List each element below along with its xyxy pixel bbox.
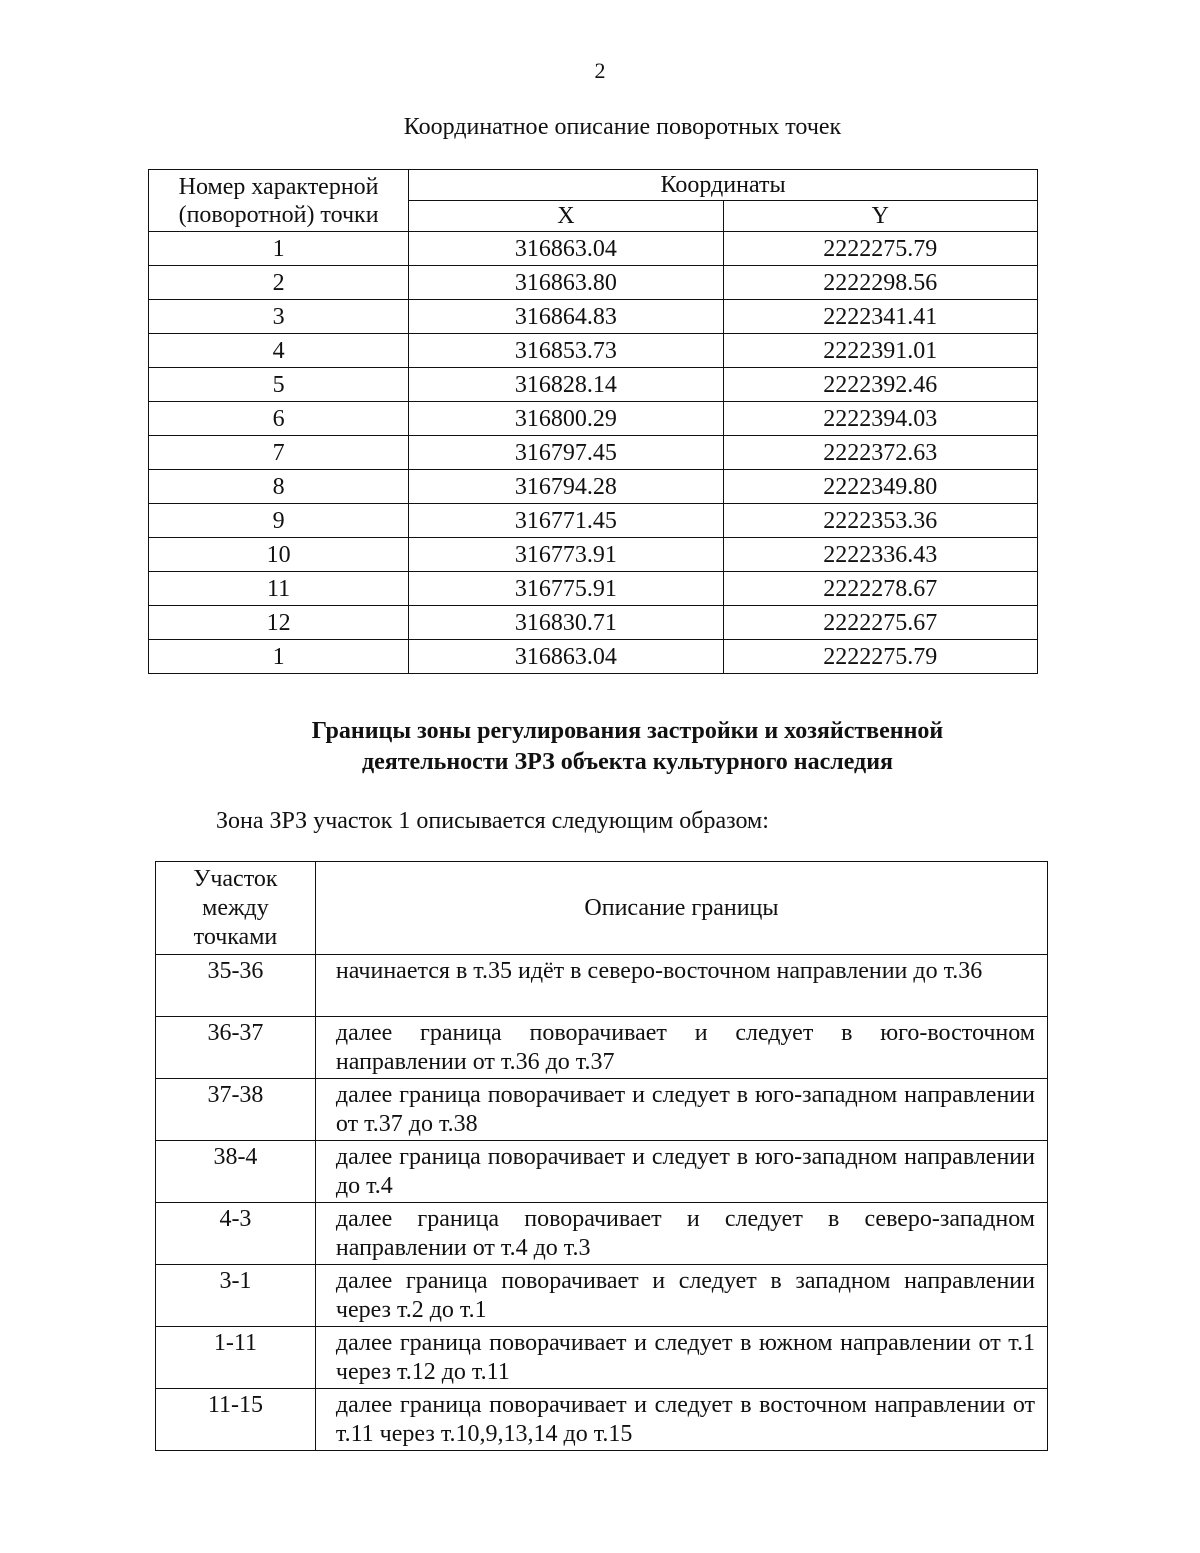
table-row	[149, 470, 1038, 504]
description-cell: далее граница поворачивает и следует в северо-западном направлении от т.4 до т.3	[315, 1203, 1047, 1265]
header-segment: Участок между точками	[156, 862, 316, 955]
point-cell: 12	[149, 606, 409, 640]
table-row	[149, 606, 1038, 640]
table-row	[149, 504, 1038, 538]
description-cell: далее граница поворачивает и следует в юго-западном направлении от т.37 до т.38	[315, 1079, 1047, 1141]
x-cell: 316771.45	[409, 504, 723, 538]
y-cell: 2222336.43	[723, 538, 1037, 572]
table-row	[149, 402, 1038, 436]
segment-cell: 37-38	[156, 1079, 316, 1141]
segment-cell: 1-11	[156, 1327, 316, 1389]
table-row	[149, 266, 1038, 300]
x-cell: 316797.45	[409, 436, 723, 470]
y-cell: 2222341.41	[723, 300, 1037, 334]
description-cell: далее граница поворачивает и следует в южном направлении от т.1 через т.12 до т.11	[315, 1327, 1047, 1389]
segment-cell: 35-36	[156, 955, 316, 1017]
coordinates-header-row	[149, 170, 1038, 201]
description-cell: далее граница поворачивает и следует в юго-западном направлении до т.4	[315, 1141, 1047, 1203]
segment-cell: 11-15	[156, 1389, 316, 1451]
x-cell: 316863.04	[409, 232, 723, 266]
table-row	[156, 1389, 1048, 1451]
header-coordinates: Координаты	[409, 170, 1038, 201]
y-cell: 2222275.79	[723, 232, 1037, 266]
y-cell: 2222391.01	[723, 334, 1037, 368]
header-description: Описание границы	[315, 862, 1047, 955]
table-row	[149, 232, 1038, 266]
point-cell: 11	[149, 572, 409, 606]
table-row	[156, 955, 1048, 1017]
x-cell: 316864.83	[409, 300, 723, 334]
segment-cell: 4-3	[156, 1203, 316, 1265]
x-cell: 316773.91	[409, 538, 723, 572]
table-row	[156, 1079, 1048, 1141]
table-row	[156, 1017, 1048, 1079]
x-cell: 316800.29	[409, 402, 723, 436]
zone-section-title	[0, 716, 1200, 778]
x-cell: 316830.71	[409, 606, 723, 640]
y-cell: 2222278.67	[723, 572, 1037, 606]
table-row	[149, 640, 1038, 674]
description-cell: начинается в т.35 идёт в северо-восточном направлении до т.36	[315, 955, 1047, 1017]
point-cell: 9	[149, 504, 409, 538]
description-header-row	[156, 862, 1048, 955]
description-cell: далее граница поворачивает и следует в юго-восточном направлении от т.36 до т.37	[315, 1017, 1047, 1079]
table-row	[156, 1203, 1048, 1265]
x-cell: 316863.80	[409, 266, 723, 300]
table-row	[149, 538, 1038, 572]
zone-intro-text: Зона ЗРЗ участок 1 описывается следующим образом:	[216, 808, 769, 834]
segment-cell: 38-4	[156, 1141, 316, 1203]
point-cell: 5	[149, 368, 409, 402]
table-row	[156, 1265, 1048, 1327]
table-row	[149, 334, 1038, 368]
y-cell: 2222298.56	[723, 266, 1037, 300]
table-row	[149, 368, 1038, 402]
point-cell: 2	[149, 266, 409, 300]
description-cell: далее граница поворачивает и следует в западном направлении через т.2 до т.1	[315, 1265, 1047, 1327]
x-cell: 316775.91	[409, 572, 723, 606]
point-cell: 4	[149, 334, 409, 368]
table-row	[156, 1327, 1048, 1389]
point-cell: 1	[149, 640, 409, 674]
segment-cell: 36-37	[156, 1017, 316, 1079]
coordinates-title: Координатное описание поворотных точек	[403, 114, 842, 140]
header-x: X	[409, 201, 723, 232]
point-cell: 3	[149, 300, 409, 334]
table-row	[149, 300, 1038, 334]
y-cell: 2222275.79	[723, 640, 1037, 674]
description-cell: далее граница поворачивает и следует в восточном направлении от т.11 через т.10,9,13,14 до т.15	[315, 1389, 1047, 1451]
y-cell: 2222353.36	[723, 504, 1037, 538]
x-cell: 316828.14	[409, 368, 723, 402]
boundary-description-table	[155, 861, 1048, 1451]
zone-title-line2: деятельности ЗРЗ объекта культурного наследия	[361, 749, 894, 775]
header-point-number: Номер характерной (поворотной) точки	[149, 170, 409, 232]
x-cell: 316853.73	[409, 334, 723, 368]
y-cell: 2222394.03	[723, 402, 1037, 436]
table-row	[156, 1141, 1048, 1203]
x-cell: 316794.28	[409, 470, 723, 504]
point-cell: 8	[149, 470, 409, 504]
x-cell: 316863.04	[409, 640, 723, 674]
y-cell: 2222372.63	[723, 436, 1037, 470]
y-cell: 2222349.80	[723, 470, 1037, 504]
point-cell: 6	[149, 402, 409, 436]
table-row	[149, 572, 1038, 606]
coordinates-table	[148, 169, 1038, 674]
header-y: Y	[723, 201, 1037, 232]
page-number: 2	[594, 58, 606, 83]
y-cell: 2222275.67	[723, 606, 1037, 640]
point-cell: 1	[149, 232, 409, 266]
y-cell: 2222392.46	[723, 368, 1037, 402]
zone-title-line1: Границы зоны регулирования застройки и хозяйственной	[311, 718, 944, 744]
table-row	[149, 436, 1038, 470]
segment-cell: 3-1	[156, 1265, 316, 1327]
point-cell: 10	[149, 538, 409, 572]
point-cell: 7	[149, 436, 409, 470]
